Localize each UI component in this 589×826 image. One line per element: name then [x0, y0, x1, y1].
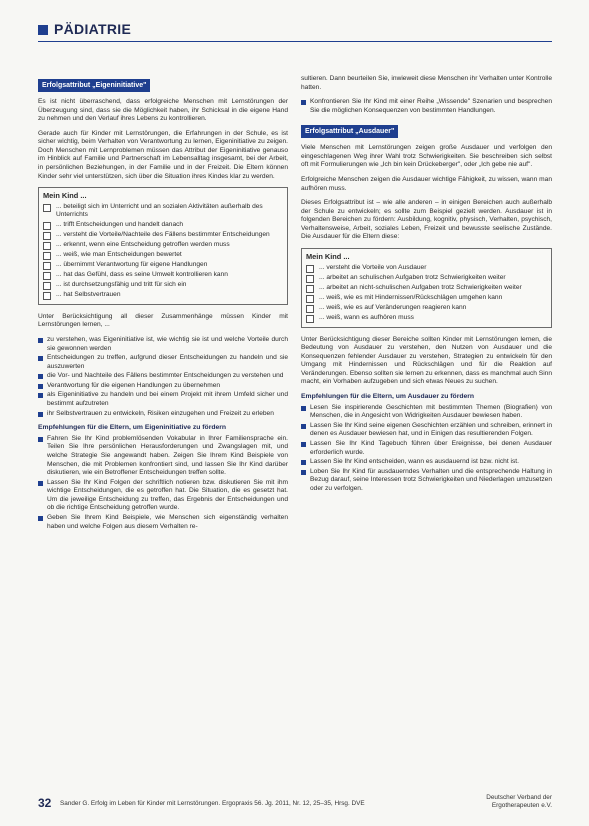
bullet-item: Fahren Sie Ihr Kind problemlösenden Vokabular in Ihrer Familiensprache ein. Teilen Sie Ihre persönlichen Herausforderungen und Zwangslagen mit, und welche Strategie Sie angewandt haben. Zeigen Sie Ihrem Kind Beispiele von Menschen, die mit Problemen konfrontiert sind, und lassen Sie Ihr Kind darüber diskutieren, wie ein Betroffener Entscheidungen treffen sollte.: [38, 435, 288, 478]
checklist-item: [43, 291, 283, 300]
checkbox[interactable]: [43, 292, 51, 300]
recommendations-heading: Empfehlungen für die Eltern, um Ausdauer zu fördern: [301, 392, 475, 400]
checklist-item: [306, 264, 547, 273]
checklist-item-label: ... weiß, wie man Entscheidungen bewertet: [56, 250, 182, 258]
bullet-item: Lassen Sie Ihr Kind Tagebuch führen über Ereignisse, bei denen Ausdauer erforderlich wurde.: [301, 440, 552, 457]
checkbox[interactable]: [43, 222, 51, 230]
paragraph: Gerade auch für Kinder mit Lernstörungen, die Erfahrungen in der Schule, es ist sicher wichtig, beim Verhalten von Verantwortung zu lernen, Eigeninitiative zu zeigen. Doch Menschen mit Lernproblemen müssen das Attribut der Eigeninitiative genauso im Hinblick auf Familie und Partnerschaft im Lebensalltag insgesamt, bei der Arbeit, in persönlichen Beziehungen, in der Familie und in der Freizeit. Die Eltern können Kinder sehr viel unterstützen, sich über die Situation ihres Kindes klar zu werden.: [38, 129, 288, 180]
checkbox[interactable]: [43, 204, 51, 212]
bullet-item: Lassen Sie Ihr Kind seine eigenen Geschichten erzählen und schreiben, erinnert in denen es Ausdauer bewiesen hat, und in Einigen das resultierenden Folgen.: [301, 422, 552, 439]
paragraph: Dieses Erfolgsattribut ist – wie alle anderen – in einigen Bereichen auch außerhalb der Schule zu entwickeln; es sollte zum Beispiel gezielt werden. Ausdauer ist in folgenden Bereichen zu fördern: Ausbildung, kognitiv, physisch, Verhalten, psychisch, Verhaltensweise, Arbeit, soziales Leben, Freizeit und bewusste seelische Zustände. Die Ausdauer für die Eltern diese:: [301, 199, 552, 241]
checklist-item: [43, 241, 283, 250]
checklist-item: [306, 304, 547, 313]
citation: Sander G. Erfolg im Leben für Kinder mit Lernstörungen. Ergopraxis 56. Jg. 2011, Nr. 12, 25–35, Hrsg. DVE: [60, 800, 365, 807]
bullet-item: Konfrontieren Sie Ihr Kind mit einer Reihe „Wissende" Szenarien und besprechen Sie die möglichen Konsequenzen von bestimmten Handlungen.: [301, 98, 552, 115]
checklist-item: [43, 203, 283, 220]
bullet-list: [38, 336, 288, 418]
bullet-item: Verantwortung für die eigenen Handlungen zu übernehmen: [38, 382, 288, 391]
checklist-item-label: ... arbeitet an nicht-schulischen Aufgaben trotz Schwierigkeiten weiter: [319, 283, 522, 291]
checklist-item: [43, 231, 283, 240]
organization: [486, 794, 552, 810]
bullet-list: [38, 435, 288, 531]
bullet-item: Lassen Sie Ihr Kind entscheiden, wann es ausdauernd ist bzw. nicht ist.: [301, 458, 552, 467]
checklist-box: [301, 248, 552, 328]
bullet-list: [301, 404, 552, 494]
bullet-item: Lesen Sie inspirierende Geschichten mit bestimmten Themen (Biografien) von Menschen, die in Angesicht von Widrigkeiten Ausdauer bewiesen haben.: [301, 404, 552, 421]
section-title: PÄDIATRIE: [54, 21, 132, 37]
checklist-item-label: ... weiß, wie es mit Hindernissen/Rückschlägen umgehen kann: [319, 293, 503, 301]
checklist-item: [306, 274, 547, 283]
checkbox[interactable]: [43, 272, 51, 280]
checklist-item-label: ... hat Selbstvertrauen: [56, 290, 121, 298]
paragraph: Unter Berücksichtigung dieser Bereiche sollten Kinder mit Lernstörungen lernen, die Bedeutung von Ausdauer zu verstehen, den Nutzen von Ausdauer und die Konsequenzen fehlender Ausdauer zu verstehen, Strategien zu entwickeln für den Umgang mit Hindernissen und Rückschlägen und für die Reaktion auf Veränderungen. Ebenso sollten sie lernen zu erkennen, dass es manchmal auch Sinn macht, ein Vorhaben aufzugeben und sich etwas Neues zu suchen.: [301, 335, 552, 386]
checkbox[interactable]: [43, 282, 51, 290]
checklist-item-label: ... versteht die Vorteile/Nachteile des Fällens bestimmter Entscheidungen: [56, 230, 270, 238]
left-column: [38, 75, 288, 537]
checkbox[interactable]: [306, 285, 314, 293]
paragraph: Viele Menschen mit Lernstörungen zeigen große Ausdauer und verfolgen den eingeschlagenen Weg ihrer Wahl trotz Schwierigkeiten. Sie beschreiben sich selbst oft mit Formulierungen wie „Ich bin kein Drückeberger", oder „Ich gebe nie auf".: [301, 144, 552, 169]
checkbox[interactable]: [306, 305, 314, 313]
checklist-item-label: ... ist durchsetzungsfähig und tritt für sich ein: [56, 280, 187, 288]
paragraph: Erfolgreiche Menschen zeigen die Ausdauer wichtige Fähigkeit, zu wissen, wann man aufhören muss.: [301, 176, 552, 192]
bullet-list: [301, 98, 552, 115]
paragraph: sultieren. Dann beurteilen Sie, inwieweit diese Menschen ihr Verhalten unter Kontrolle hatten.: [301, 75, 552, 91]
recommendations-heading: Empfehlungen für die Eltern, um Eigeninitiative zu fördern: [38, 424, 227, 432]
bullet-item: zu verstehen, was Eigeninitiative ist, wie wichtig sie ist und welche Vorteile durch sie gewonnen werden: [38, 336, 288, 353]
checklist-item: [43, 271, 283, 280]
page-number: 32: [38, 796, 52, 810]
checklist-item-label: ... trifft Entscheidungen und handelt danach: [56, 220, 184, 228]
checkbox[interactable]: [43, 252, 51, 260]
checkbox[interactable]: [306, 275, 314, 283]
bullet-item: Lassen Sie Ihr Kind Folgen der schriftlich notieren bzw. diskutieren Sie mit ihm wichtige Entscheidungen, die es getroffen hat. Die Situation, die es gesetzt hat. Um die jeweilige Entscheidung zu treffen, das Ergebnis der Entscheidungen und ob die richtige Entscheidung getroffen wurde.: [38, 479, 288, 513]
bullet-item: Geben Sie Ihrem Kind Beispiele, wie Menschen sich eigenständig verhalten haben und welche Folgen aus diesem Verhalten re-: [38, 514, 288, 531]
organization-line: Ergotherapeuten e.V.: [491, 802, 552, 809]
checklist-item-label: ... versteht die Vorteile von Ausdauer: [319, 263, 427, 271]
checklist-item: [43, 251, 283, 260]
checklist-box: [38, 187, 288, 305]
bullet-item: ihr Selbstvertrauen zu entwickeln, Risiken einzugehen und Freizeit zu erleben: [38, 410, 288, 419]
organization-line: Deutscher Verband der: [486, 794, 552, 801]
paragraph: Unter Berücksichtigung all dieser Zusammenhänge müssen Kinder mit Lernstörungen lernen, ...: [38, 312, 288, 329]
checkbox[interactable]: [43, 242, 51, 250]
right-column: [301, 75, 552, 499]
checklist-item-label: ... arbeitet an schulischen Aufgaben trotz Schwierigkeiten weiter: [319, 273, 506, 281]
section-heading-eigeninitiative: Erfolgsattribut „Eigeninitiative": [38, 79, 150, 92]
checkbox[interactable]: [306, 315, 314, 323]
checklist-item: [306, 314, 547, 323]
checkbox[interactable]: [306, 295, 314, 303]
checklist-item: [43, 221, 283, 230]
checklist-title: Mein Kind ...: [306, 251, 350, 261]
bullet-item: Entscheidungen zu treffen, aufgrund dieser Entscheidungen zu handeln und sie auszuwerten: [38, 354, 288, 371]
checklist-title: Mein Kind ...: [43, 191, 87, 201]
checklist-item: [43, 281, 283, 290]
checklist-item-label: ... hat das Gefühl, dass es seine Umwelt kontrollieren kann: [56, 270, 228, 278]
checkbox[interactable]: [43, 262, 51, 270]
bullet-item: als Eigeninitiative zu handeln und bei einem Projekt mit ihrem Umfeld sicher und bestimmt aufzutreten: [38, 391, 288, 408]
page-header: [38, 20, 552, 42]
checklist-item-label: ... weiß, wie es auf Veränderungen reagieren kann: [319, 303, 467, 311]
checkbox[interactable]: [306, 265, 314, 273]
checklist-item-label: ... erkennt, wenn eine Entscheidung getroffen werden muss: [56, 240, 230, 248]
checklist-item-label: ... beteiligt sich im Unterricht und an sozialen Aktivitäten außerhalb des Unterrichts: [56, 202, 263, 219]
header-square-icon: [38, 25, 48, 35]
checklist-item: [306, 284, 547, 293]
paragraph: Es ist nicht überraschend, dass erfolgreiche Menschen mit Lernstörungen der Überzeugung sind, dass sie die Möglichkeit haben, ihr Schicksal in die eigene Hand zu nehmen und den Verlauf ihres Lebens zu kontrollieren.: [38, 98, 288, 123]
bullet-item: Loben Sie Ihr Kind für ausdauerndes Verhalten und die entsprechende Haltung in Bezug darauf, seine Interessen trotz Schwierigkeiten und Niederlagen umzusetzen oder zu verfolgen.: [301, 468, 552, 494]
section-heading-ausdauer: Erfolgsattribut „Ausdauer": [301, 125, 398, 138]
checklist-item-label: ... weiß, wann es aufhören muss: [319, 313, 414, 321]
bullet-item: die Vor- und Nachteile des Fällens bestimmter Entscheidungen zu verstehen und: [38, 372, 288, 381]
checklist-item-label: ... übernimmt Verantwortung für eigene Handlungen: [56, 260, 208, 268]
checklist-item: [306, 294, 547, 303]
checklist-item: [43, 261, 283, 270]
checkbox[interactable]: [43, 232, 51, 240]
header-rule: [38, 41, 552, 42]
